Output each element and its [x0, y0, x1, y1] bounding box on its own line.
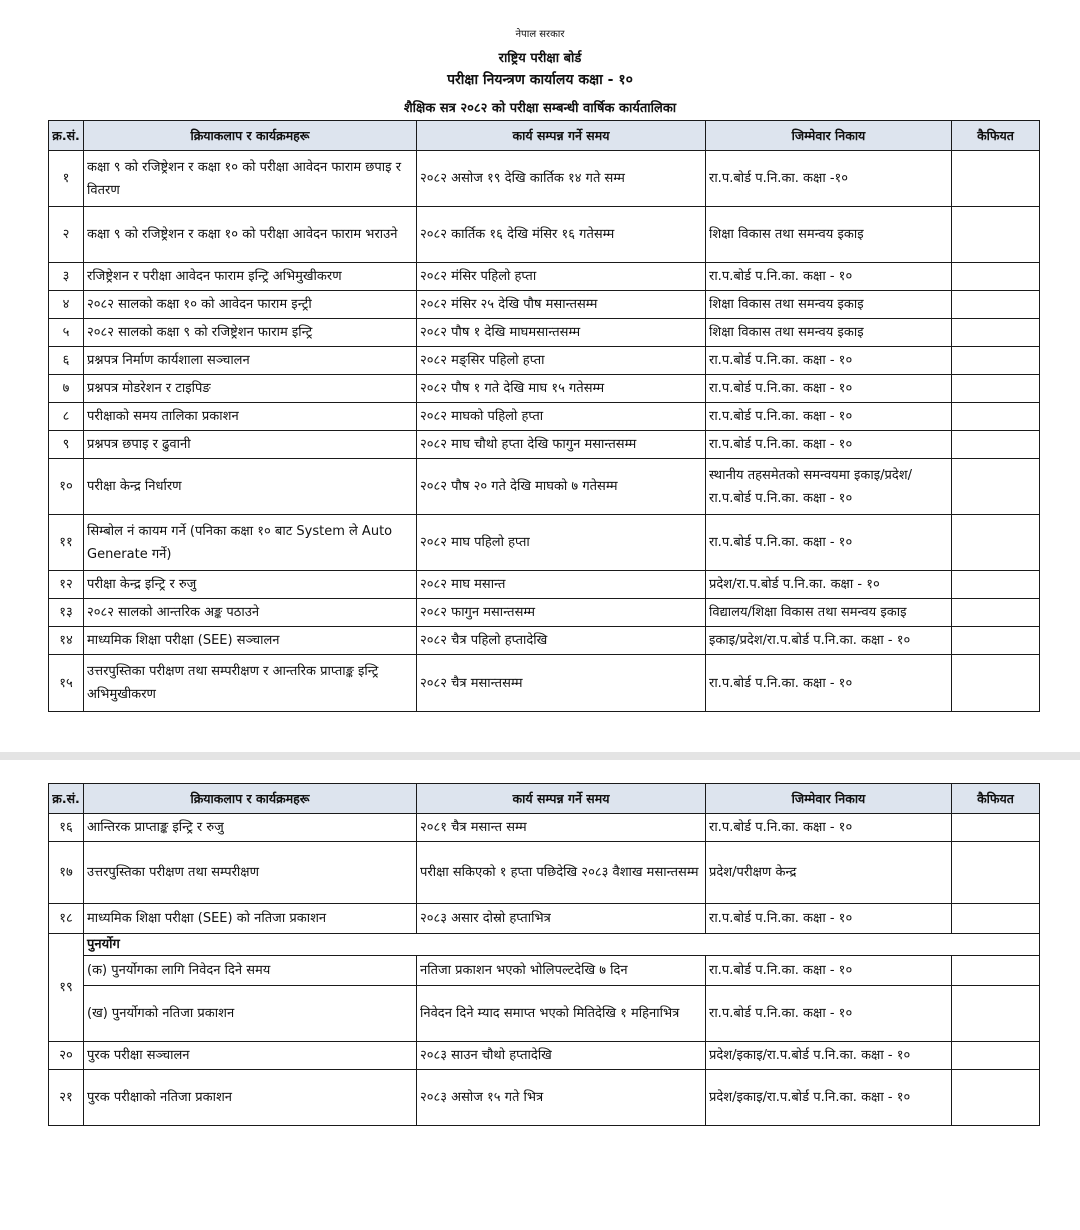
- row-sn: ३: [49, 263, 84, 291]
- row-activity: प्रश्नपत्र निर्माण कार्यशाला सञ्चालन: [84, 347, 417, 375]
- row-activity: प्रश्नपत्र मोडरेशन र टाइपिङ: [84, 375, 417, 403]
- row-sn: ८: [49, 403, 84, 431]
- row-time: २०८२ मङ्सिर पहिलो हप्ता: [417, 347, 706, 375]
- row-activity: कक्षा ९ को रजिष्ट्रेशन र कक्षा १० को परीक्षा आवेदन फाराम भराउने: [84, 207, 417, 263]
- table-row: [49, 263, 1040, 291]
- row-time: २०८२ पौष १ गते देखि माघ १५ गतेसम्म: [417, 375, 706, 403]
- table-header-row: [49, 784, 1040, 814]
- row-remark: [952, 151, 1040, 207]
- table-row: [49, 814, 1040, 842]
- row-sn: १८: [49, 904, 84, 934]
- row-activity: उत्तरपुस्तिका परीक्षण तथा सम्परीक्षण र आन्तरिक प्राप्ताङ्क इन्ट्रि अभिमुखीकरण: [84, 655, 417, 712]
- row-remark: [952, 459, 1040, 515]
- row-remark: [952, 431, 1040, 459]
- row-time: २०८३ साउन चौथो हप्तादेखि: [417, 1042, 706, 1070]
- row-body: विद्यालय/शिक्षा विकास तथा समन्वय इकाइ: [706, 599, 952, 627]
- row-time: २०८३ असार दोस्रो हप्ताभित्र: [417, 904, 706, 934]
- row-activity: २०८२ सालको कक्षा ९ को रजिष्ट्रेशन फाराम इन्ट्रि: [84, 319, 417, 347]
- office-name: परीक्षा नियन्त्रण कार्यालय कक्षा - १०: [447, 72, 633, 88]
- table-row: [49, 904, 1040, 934]
- row-time: निवेदन दिने म्याद समाप्त भएको मितिदेखि १ महिनाभित्र: [417, 986, 706, 1042]
- row-remark: [952, 599, 1040, 627]
- row-time: २०८२ चैत्र मसान्तसम्म: [417, 655, 706, 712]
- row-body: स्थानीय तहसमेतको समन्वयमा इकाइ/प्रदेश/रा.प.बोर्ड प.नि.का. कक्षा - १०: [706, 459, 952, 515]
- col-header-sn: क्र.सं.: [49, 121, 84, 151]
- table-row: [49, 403, 1040, 431]
- board-name: राष्ट्रिय परीक्षा बोर्ड: [498, 51, 582, 66]
- row-activity: माध्यमिक शिक्षा परीक्षा (SEE) को नतिजा प्रकाशन: [84, 904, 417, 934]
- page-2: [0, 760, 1080, 1230]
- table-row: [49, 842, 1040, 904]
- row-activity: परीक्षा केन्द्र निर्धारण: [84, 459, 417, 515]
- row-sn: १५: [49, 655, 84, 712]
- row-sn: १२: [49, 571, 84, 599]
- row-sn: १६: [49, 814, 84, 842]
- col-header-body: जिम्मेवार निकाय: [706, 784, 952, 814]
- document-title: शैक्षिक सत्र २०८२ को परीक्षा सम्बन्धी वार्षिक कार्यतालिका: [403, 101, 677, 116]
- row-activity: आन्तिरक प्राप्ताङ्क इन्ट्रि र रुजु: [84, 814, 417, 842]
- row-time: २०८२ कार्तिक १६ देखि मंसिर १६ गतेसम्म: [417, 207, 706, 263]
- row-sn: ४: [49, 291, 84, 319]
- row-remark: [952, 842, 1040, 904]
- row-activity: २०८२ सालको आन्तरिक अङ्क पठाउने: [84, 599, 417, 627]
- row-time: २०८२ असोज १९ देखि कार्तिक १४ गते सम्म: [417, 151, 706, 207]
- table-row: [49, 1042, 1040, 1070]
- table-row: [49, 599, 1040, 627]
- row-remark: [952, 814, 1040, 842]
- row-remark: [952, 986, 1040, 1042]
- table-row: [49, 627, 1040, 655]
- row-body: रा.प.बोर्ड प.नि.का. कक्षा - १०: [706, 347, 952, 375]
- row-remark: [952, 956, 1040, 986]
- row-activity: सिम्बोल नं कायम गर्ने (पनिका कक्षा १० बाट System ले Auto Generate गर्ने): [84, 515, 417, 571]
- row-time: २०८२ माघ चौथो हप्ता देखि फागुन मसान्तसम्म: [417, 431, 706, 459]
- table-row: [49, 291, 1040, 319]
- row-time: नतिजा प्रकाशन भएको भोलिपल्टदेखि ७ दिन: [417, 956, 706, 986]
- row-sn: १: [49, 151, 84, 207]
- row-body: रा.प.बोर्ड प.नि.का. कक्षा -१०: [706, 151, 952, 207]
- table-row: [49, 956, 1040, 986]
- row-time: २०८२ मंसिर २५ देखि पौष मसान्तसम्म: [417, 291, 706, 319]
- table-row: [49, 151, 1040, 207]
- col-header-time: कार्य सम्पन्न गर्ने समय: [417, 784, 706, 814]
- row-body: रा.प.बोर्ड प.नि.का. कक्षा - १०: [706, 263, 952, 291]
- row-sn: ९: [49, 431, 84, 459]
- table-row: [49, 655, 1040, 712]
- row-remark: [952, 375, 1040, 403]
- row-body: शिक्षा विकास तथा समन्वय इकाइ: [706, 207, 952, 263]
- row-remark: [952, 207, 1040, 263]
- row-body: रा.प.बोर्ड प.नि.का. कक्षा - १०: [706, 515, 952, 571]
- row-body: रा.प.बोर्ड प.नि.का. कक्षा - १०: [706, 431, 952, 459]
- table-row: [49, 319, 1040, 347]
- table-row: [49, 571, 1040, 599]
- col-header-body: जिम्मेवार निकाय: [706, 121, 952, 151]
- row-sn: १०: [49, 459, 84, 515]
- row-remark: [952, 571, 1040, 599]
- table-row: [49, 431, 1040, 459]
- row-remark: [952, 319, 1040, 347]
- page-separator: [0, 752, 1080, 760]
- table-row: [49, 459, 1040, 515]
- row-activity: परीक्षा केन्द्र इन्ट्रि र रुजु: [84, 571, 417, 599]
- row-sn: ११: [49, 515, 84, 571]
- row-time: २०८१ चैत्र मसान्त सम्म: [417, 814, 706, 842]
- col-header-sn: क्र.सं.: [49, 784, 84, 814]
- government-label: नेपाल सरकार: [515, 29, 565, 40]
- row-activity: रजिष्ट्रेशन र परीक्षा आवेदन फाराम इन्ट्रि अभिमुखीकरण: [84, 263, 417, 291]
- table-row: [49, 515, 1040, 571]
- row-sn: १४: [49, 627, 84, 655]
- row-body: शिक्षा विकास तथा समन्वय इकाइ: [706, 291, 952, 319]
- row-sn: ६: [49, 347, 84, 375]
- row-activity: (क) पुनर्योगका लागि निवेदन दिने समय: [84, 956, 417, 986]
- row-time: २०८२ चैत्र पहिलो हप्तादेखि: [417, 627, 706, 655]
- row-time: २०८२ माघको पहिलो हप्ता: [417, 403, 706, 431]
- row-remark: [952, 1070, 1040, 1126]
- schedule-table-1: [48, 120, 1040, 712]
- row-body: शिक्षा विकास तथा समन्वय इकाइ: [706, 319, 952, 347]
- row-remark: [952, 1042, 1040, 1070]
- row-activity: पुरक परीक्षाको नतिजा प्रकाशन: [84, 1070, 417, 1126]
- row-body: रा.प.बोर्ड प.नि.का. कक्षा - १०: [706, 986, 952, 1042]
- row-heading: पुनर्योग: [84, 934, 1040, 956]
- row-activity: उत्तरपुस्तिका परीक्षण तथा सम्परीक्षण: [84, 842, 417, 904]
- row-body: रा.प.बोर्ड प.नि.का. कक्षा - १०: [706, 814, 952, 842]
- row-remark: [952, 904, 1040, 934]
- row-time: २०८२ पौष १ देखि माघमसान्तसम्म: [417, 319, 706, 347]
- row-activity: प्रश्नपत्र छपाइ र ढुवानी: [84, 431, 417, 459]
- row-remark: [952, 291, 1040, 319]
- row-remark: [952, 403, 1040, 431]
- table-row: [49, 934, 1040, 956]
- row-body: इकाइ/प्रदेश/रा.प.बोर्ड प.नि.का. कक्षा - १०: [706, 627, 952, 655]
- row-body: रा.प.बोर्ड प.नि.का. कक्षा - १०: [706, 403, 952, 431]
- row-body: प्रदेश/परीक्षण केन्द्र: [706, 842, 952, 904]
- table-header-row: [49, 121, 1040, 151]
- row-time: २०८२ पौष २० गते देखि माघको ७ गतेसम्म: [417, 459, 706, 515]
- row-time: २०८३ असोज १५ गते भित्र: [417, 1070, 706, 1126]
- col-header-remark: कैफियत: [952, 121, 1040, 151]
- row-activity: परीक्षाको समय तालिका प्रकाशन: [84, 403, 417, 431]
- row-sn: ७: [49, 375, 84, 403]
- row-activity: (ख) पुनर्योगको नतिजा प्रकाशन: [84, 986, 417, 1042]
- table-row: [49, 375, 1040, 403]
- row-sn: १३: [49, 599, 84, 627]
- row-time: २०८२ फागुन मसान्तसम्म: [417, 599, 706, 627]
- row-sn: ५: [49, 319, 84, 347]
- row-body: प्रदेश/रा.प.बोर्ड प.नि.का. कक्षा - १०: [706, 571, 952, 599]
- row-time: परीक्षा सकिएको १ हप्ता पछिदेखि २०८३ वैशाख मसान्तसम्म: [417, 842, 706, 904]
- row-sn: १७: [49, 842, 84, 904]
- table-body-1: [49, 151, 1040, 712]
- row-remark: [952, 515, 1040, 571]
- col-header-activity: क्रियाकलाप र कार्यक्रमहरू: [84, 784, 417, 814]
- col-header-time: कार्य सम्पन्न गर्ने समय: [417, 121, 706, 151]
- table-row: [49, 207, 1040, 263]
- table-row: [49, 986, 1040, 1042]
- row-time: २०८२ मंसिर पहिलो हप्ता: [417, 263, 706, 291]
- row-sn: २: [49, 207, 84, 263]
- row-body: रा.प.बोर्ड प.नि.का. कक्षा - १०: [706, 904, 952, 934]
- col-header-remark: कैफियत: [952, 784, 1040, 814]
- row-remark: [952, 347, 1040, 375]
- row-remark: [952, 655, 1040, 712]
- row-time: २०८२ माघ मसान्त: [417, 571, 706, 599]
- row-time: २०८२ माघ पहिलो हप्ता: [417, 515, 706, 571]
- row-remark: [952, 627, 1040, 655]
- table-row: [49, 347, 1040, 375]
- row-body: रा.प.बोर्ड प.नि.का. कक्षा - १०: [706, 655, 952, 712]
- row-activity: २०८२ सालको कक्षा १० को आवेदन फाराम इन्ट्री: [84, 291, 417, 319]
- row-activity: माध्यमिक शिक्षा परीक्षा (SEE) सञ्चालन: [84, 627, 417, 655]
- row-body: रा.प.बोर्ड प.नि.का. कक्षा - १०: [706, 956, 952, 986]
- row-sn: २०: [49, 1042, 84, 1070]
- row-remark: [952, 263, 1040, 291]
- row-body: प्रदेश/इकाइ/रा.प.बोर्ड प.नि.का. कक्षा - १०: [706, 1070, 952, 1126]
- col-header-activity: क्रियाकलाप र कार्यक्रमहरू: [84, 121, 417, 151]
- schedule-table-2: [48, 783, 1040, 1126]
- table-body-2: [49, 814, 1040, 1126]
- table-row: [49, 1070, 1040, 1126]
- row-sn: १९: [49, 934, 84, 1042]
- row-activity: कक्षा ९ को रजिष्ट्रेशन र कक्षा १० को परीक्षा आवेदन फाराम छपाइ र वितरण: [84, 151, 417, 207]
- row-body: प्रदेश/इकाइ/रा.प.बोर्ड प.नि.का. कक्षा - १०: [706, 1042, 952, 1070]
- row-activity: पुरक परीक्षा सञ्चालन: [84, 1042, 417, 1070]
- row-sn: २१: [49, 1070, 84, 1126]
- row-body: रा.प.बोर्ड प.नि.का. कक्षा - १०: [706, 375, 952, 403]
